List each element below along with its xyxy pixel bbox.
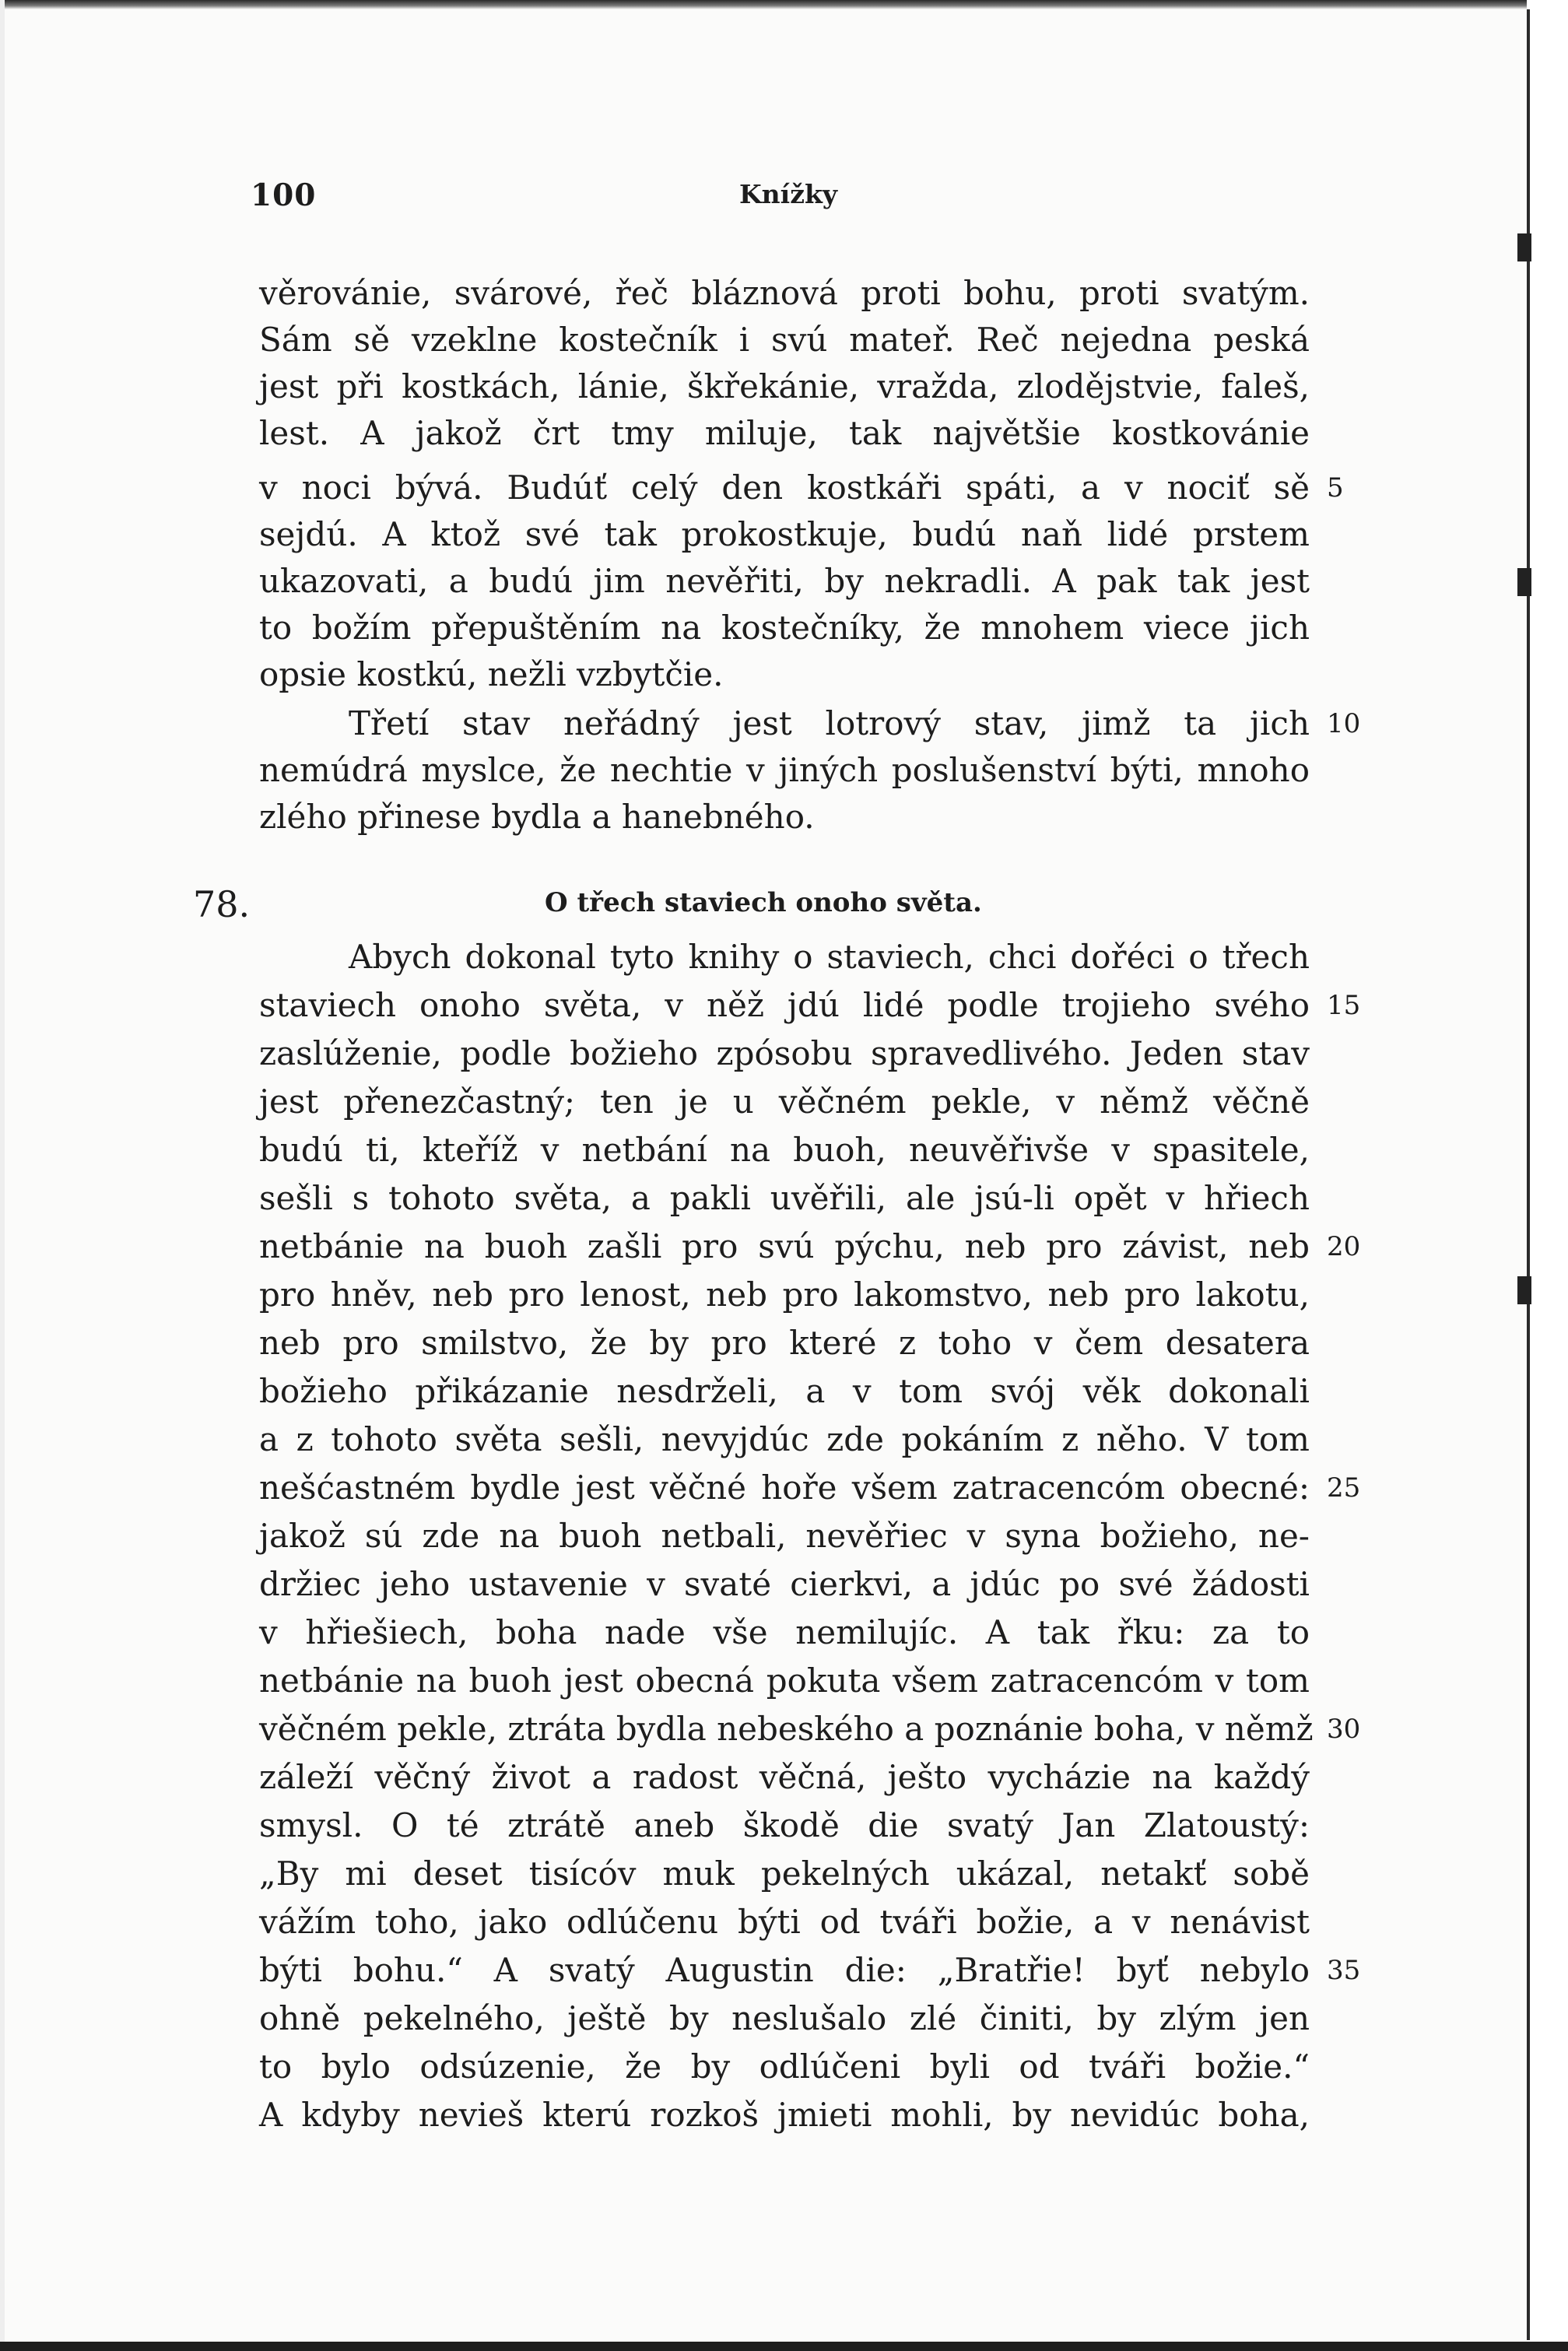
scan-mark <box>1517 233 1531 261</box>
scan-bottom-edge <box>0 2342 1568 2351</box>
scan-right-margin <box>1527 0 1568 2351</box>
line-number: 35 <box>1327 1955 1361 1986</box>
running-title: Knížky <box>739 179 837 209</box>
line-number: 25 <box>1327 1472 1361 1504</box>
line-number: 10 <box>1327 708 1361 739</box>
text-line: sešli s tohoto světa, a pakli uvěřili, ale jsú-li opět v hřiech <box>259 1179 1310 1217</box>
text-line: sejdú. A ktož své tak prokostkuje, budú naň lidé prstem <box>259 515 1310 553</box>
text-line: netbánie na buoh zašli pro svú pýchu, neb pro závist, neb <box>259 1227 1310 1265</box>
text-line: to božím přepuštěním na kostečníky, že mnohem viece jich <box>259 609 1310 647</box>
text-line: ukazovati, a budú jim nevěřiti, by nekradli. A pak tak jest <box>259 562 1310 600</box>
scan-mark <box>1517 1276 1531 1304</box>
text-line: to bylo odsúzenie, že by odlúčeni byli od tváři božie.“ <box>259 2047 1310 2086</box>
page-header <box>0 177 1525 224</box>
text-line: jest při kostkách, lánie, škřekánie, vražda, zlodějstvie, faleš, <box>259 367 1310 405</box>
text-line: zlého přinese bydla a hanebného. <box>259 798 815 836</box>
text-line: zaslúženie, podle božieho zpósobu spravedlivého. Jeden stav <box>259 1034 1310 1072</box>
text-line: Abych dokonal tyto knihy o staviech, chci dořéci o třech <box>349 938 1310 976</box>
line-number: 30 <box>1327 1714 1361 1745</box>
section-number: 78. <box>193 883 251 925</box>
text-line: záleží věčný život a radost věčná, ješto vycházie na každý <box>259 1758 1310 1796</box>
text-line: nemúdrá myslce, že nechtie v jiných poslušenství býti, mnoho <box>259 751 1310 789</box>
text-line: jest přenezčastný; ten je u věčném pekle, v němž věčně <box>259 1083 1310 1121</box>
text-line: nešćastném bydle jest věčné hoře všem zatracencóm obecné: <box>259 1468 1310 1507</box>
text-line: lest. A jakož črt tmy miluje, tak najvětšie kostkovánie <box>259 414 1310 452</box>
text-line: věčném pekle, ztráta bydla nebeského a poznánie boha, v němž <box>259 1710 1314 1748</box>
scan-left-edge <box>0 0 5 2351</box>
text-line: v hřiešiech, boha nade vše nemilujíc. A tak řku: za to <box>259 1613 1310 1651</box>
text-line: pro hněv, neb pro lenost, neb pro lakomstvo, neb pro lakotu, <box>259 1276 1310 1314</box>
text-line: netbánie na buoh jest obecná pokuta všem zatracencóm v tom <box>259 1661 1310 1700</box>
text-line: budú ti, kteříž v netbání na buoh, neuvěřivše v spasitele, <box>259 1131 1310 1169</box>
text-line: a z tohoto světa sešli, nevyjdúc zde pokáním z něho. V tom <box>259 1420 1310 1458</box>
text-line: Třetí stav neřádný jest lotrový stav, jimž ta jich <box>349 704 1310 742</box>
text-line: „By mi deset tisícóv muk pekelných ukázal, netakť sobě <box>259 1854 1310 1893</box>
line-number: 20 <box>1327 1231 1361 1262</box>
text-line: Sám sě vzeklne kostečník i svú mateř. Reč nejedna peská <box>259 321 1310 359</box>
scan-mark <box>1517 568 1531 596</box>
text-line: A kdyby nevieš kterú rozkoš jmieti mohli, by nevidúc boha, <box>259 2096 1310 2134</box>
text-line: vážím toho, jako odlúčenu býti od tváři božie, a v nenávist <box>259 1903 1310 1941</box>
text-line: božieho přikázanie nesdrželi, a v tom svój věk dokonali <box>259 1372 1310 1410</box>
page-number: 100 <box>251 177 317 213</box>
text-line: opsie kostkú, nežli vzbytčie. <box>259 655 724 693</box>
text-line: v noci bývá. Budúť celý den kostkáři spáti, a v nociť sě <box>259 468 1310 507</box>
text-line: jakož sú zde na buoh netbali, nevěřiec v syna božieho, ne- <box>259 1517 1310 1555</box>
text-line: staviech onoho světa, v něž jdú lidé podle trojieho svého <box>259 986 1310 1024</box>
text-line: smysl. O té ztrátě aneb škodě die svatý Jan Zlatoustý: <box>259 1806 1310 1844</box>
text-line: ohně pekelného, ještě by neslušalo zlé činiti, by zlým jen <box>259 1999 1310 2037</box>
text-line: věrovánie, svárové, řeč bláznová proti bohu, proti svatým. <box>259 274 1310 312</box>
line-number: 5 <box>1327 472 1344 504</box>
section-title: O třech staviech onoho světa. <box>545 887 982 918</box>
text-line: držiec jeho ustavenie v svaté cierkvi, a jdúc po své žádosti <box>259 1565 1310 1603</box>
line-number: 15 <box>1327 990 1361 1021</box>
scan-top-edge <box>0 0 1568 9</box>
text-line: neb pro smilstvo, že by pro které z toho v čem desatera <box>259 1324 1310 1362</box>
scan-binding-line <box>1527 9 1530 2340</box>
text-line: býti bohu.“ A svatý Augustin die: „Bratřie! byť nebylo <box>259 1951 1310 1989</box>
